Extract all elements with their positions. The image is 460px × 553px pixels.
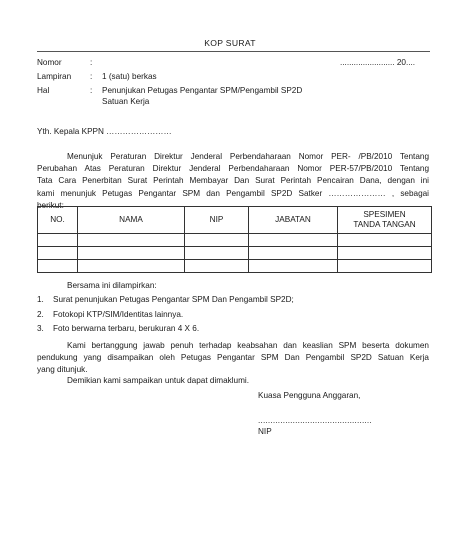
table-cell	[338, 247, 432, 260]
field-colon-hal: :	[90, 86, 93, 95]
table-cell	[249, 234, 338, 247]
table-row	[38, 247, 432, 260]
col-header-nip: NIP	[185, 207, 249, 234]
field-label-hal: Hal	[37, 86, 50, 95]
responsibility-line: Kami bertanggung jawab penuh terhadap keabsahan dan keaslian SPM beserta dokumen	[67, 341, 429, 350]
attachments-intro: Bersama ini dilampirkan:	[67, 281, 157, 290]
attachment-item: Foto berwarna terbaru, berukuran 4 X 6.	[53, 324, 200, 333]
col-header-spesimen-line1: SPESIMEN	[363, 210, 406, 219]
col-header-spesimen-line2: TANDA TANGAN	[353, 220, 416, 229]
table-row	[38, 260, 432, 273]
body-line: Perubahan Atas Peraturan Direktur Jenderal Perbendaharaan Nomor PER-57/PB/2010 Tentang	[37, 164, 429, 174]
body-line: Tata Cara Penerbitan Surat Perintah Membayar Dan Surat Perintah Pencairan Dana, dengan ini	[37, 176, 429, 186]
attachment-number: 2.	[37, 310, 44, 319]
table-cell	[78, 247, 185, 260]
officer-table	[37, 206, 432, 273]
recipient: Yth. Kepala KPPN ……………………	[37, 127, 172, 136]
letterhead-title: KOP SURAT	[204, 38, 256, 48]
responsibility-paragraph	[37, 340, 429, 377]
field-value-hal: Penunjukan Petugas Pengantar SPM/Pengambil SP2D	[102, 86, 303, 95]
table-cell	[185, 234, 249, 247]
field-colon-nomor: :	[90, 58, 93, 67]
attachment-item: Fotokopi KTP/SIM/Identitas lainnya.	[53, 310, 184, 319]
table-cell	[185, 260, 249, 273]
responsibility-line: pendukung yang disampaikan oleh Petugas Pengantar SPM Dan Pengambil SP2D Satuan Kerja	[37, 353, 429, 363]
closing-sentence: Demikian kami sampaikan untuk dapat dimaklumi.	[67, 376, 250, 385]
table-cell	[38, 247, 78, 260]
letterhead-divider	[37, 51, 430, 52]
col-header-jabatan: JABATAN	[249, 207, 338, 234]
signature-line: ..............................................	[258, 416, 372, 425]
body-line: berikut:	[37, 200, 64, 210]
table-cell	[38, 234, 78, 247]
col-header-nama: NAMA	[78, 207, 185, 234]
table-row	[38, 234, 432, 247]
body-line: kami menunjuk Petugas Pengantar SPM dan Pengambil SP2D Satker ………………… , sebagai	[37, 188, 429, 198]
table-cell	[185, 247, 249, 260]
nip-label: NIP	[258, 427, 272, 436]
field-label-lampiran: Lampiran	[37, 72, 72, 81]
field-value-hal-line2: Satuan Kerja	[102, 97, 150, 106]
body-paragraph	[37, 151, 429, 212]
attachment-number: 3.	[37, 324, 44, 333]
table-cell	[338, 260, 432, 273]
table-cell	[249, 247, 338, 260]
field-label-nomor: Nomor	[37, 58, 62, 67]
col-header-no: NO.	[38, 207, 78, 234]
attachment-item: Surat penunjukan Petugas Pengantar SPM Dan Pengambil SP2D;	[53, 295, 294, 304]
table-cell	[78, 234, 185, 247]
table-cell	[38, 260, 78, 273]
field-value-lampiran: 1 (satu) berkas	[102, 72, 157, 81]
signatory-title: Kuasa Pengguna Anggaran,	[258, 391, 361, 400]
responsibility-line: yang ditunjuk.	[37, 365, 88, 375]
table-cell	[78, 260, 185, 273]
table-cell	[338, 234, 432, 247]
table-cell	[249, 260, 338, 273]
date-line: ........................ 20....	[340, 58, 416, 67]
field-colon-lampiran: :	[90, 72, 93, 81]
col-header-spesimen	[338, 207, 432, 234]
body-line: Menunjuk Peraturan Direktur Jenderal Perbendaharaan Nomor PER- /PB/2010 Tentang	[67, 152, 429, 161]
attachment-number: 1.	[37, 295, 44, 304]
table-header-row	[38, 207, 432, 234]
